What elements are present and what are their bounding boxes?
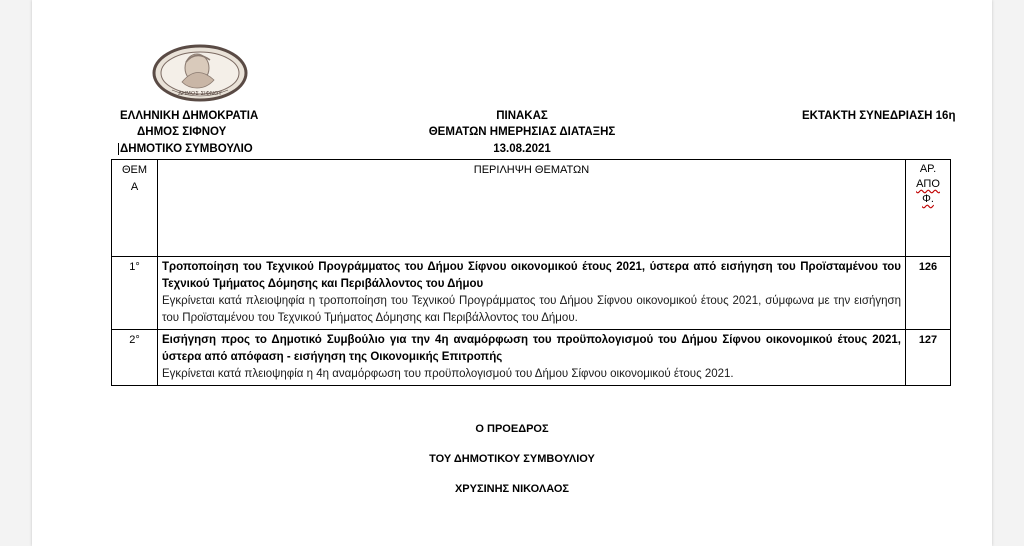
header-municipality: ΔΗΜΟΣ ΣΙΦΝΟΥ: [137, 126, 227, 138]
topic-decision-text: Εγκρίνεται κατά πλειοψηφία η τροποποίηση του Τεχνικού Προγράμματος του Δήμου Σίφνου οικονομικού έτους 2021, σύμφωνα με την εισήγηση του Προϊσταμένου του Τεχνικού Τμήματος Δόμησης και Περιβάλλοντος του Δήμου.: [162, 295, 901, 324]
topic-title: Τροποποίηση του Τεχνικού Προγράμματος του Δήμου Σίφνου οικονομικού έτους 2021, ύστερα από εισήγηση του Προϊσταμένου του Τεχνικού Τμήματος Δόμησης και Περιβάλλοντος του Δήμου: [162, 261, 901, 290]
decision-number: 126: [906, 257, 951, 330]
col-decision-header-line2: ΑΠΟ: [916, 178, 940, 190]
agenda-table: [111, 159, 951, 386]
signature-name: ΧΡΥΣΙΝΗΣ ΝΙΚΟΛΑΟΣ: [454, 483, 570, 495]
col-decision-header: [906, 160, 951, 257]
col-topic-header: [112, 160, 158, 257]
header-session: ΕΚΤΑΚΤΗ ΣΥΝΕΔΡΙΑΣΗ 16η: [802, 110, 956, 122]
table-row: [112, 257, 951, 330]
col-decision-header-line1: ΑΡ.: [919, 163, 937, 175]
topic-number: 2°: [112, 330, 158, 386]
municipality-seal-icon: [152, 44, 248, 102]
header-agenda-title: ΘΕΜΑΤΩΝ ΗΜΕΡΗΣΙΑΣ ΔΙΑΤΑΞΗΣ: [428, 126, 616, 138]
col-summary-header: ΠΕΡΙΛΗΨΗ ΘΕΜΑΤΩΝ: [158, 160, 906, 257]
decision-number: 127: [906, 330, 951, 386]
table-header-row: [112, 160, 951, 257]
header-council: ΔΗΜΟΤΙΚΟ ΣΥΜΒΟΥΛΙΟ: [120, 143, 253, 155]
topic-summary: [158, 257, 906, 330]
topic-summary: [158, 330, 906, 386]
topic-title: Εισήγηση προς το Δημοτικό Συμβούλιο για την 4η αναμόρφωση του προϋπολογισμού του Δήμου Σίφνου οικονομικού έτους 2021, ύστερα από απόφαση - εισήγηση της Οικονομικής Επιτροπής: [162, 334, 901, 363]
header-date: 13.08.2021: [493, 143, 551, 155]
col-decision-header-line3: Φ.: [922, 193, 934, 205]
signature-title: Ο ΠΡΟΕΔΡΟΣ: [475, 423, 549, 435]
seal-text: ΔΗΜΟΣ ΣΙΦΝΟΥ: [178, 91, 222, 97]
table-row: [112, 330, 951, 386]
col-topic-header-line2: Α: [130, 181, 139, 193]
signature-council: ΤΟΥ ΔΗΜΟΤΙΚΟΥ ΣΥΜΒΟΥΛΙΟΥ: [429, 453, 595, 465]
topic-decision-text: Εγκρίνεται κατά πλειοψηφία η 4η αναμόρφωση του προϋπολογισμού του Δήμου Σίφνου οικονομικού έτους 2021.: [162, 368, 734, 380]
document-page: [32, 0, 992, 546]
col-topic-header-line1: ΘΕΜ: [121, 164, 148, 176]
header-country: ΕΛΛΗΝΙΚΗ ΔΗΜΟΚΡΑΤΙΑ: [120, 110, 259, 122]
header-table-title: ΠΙΝΑΚΑΣ: [496, 110, 548, 122]
topic-number: 1°: [112, 257, 158, 330]
